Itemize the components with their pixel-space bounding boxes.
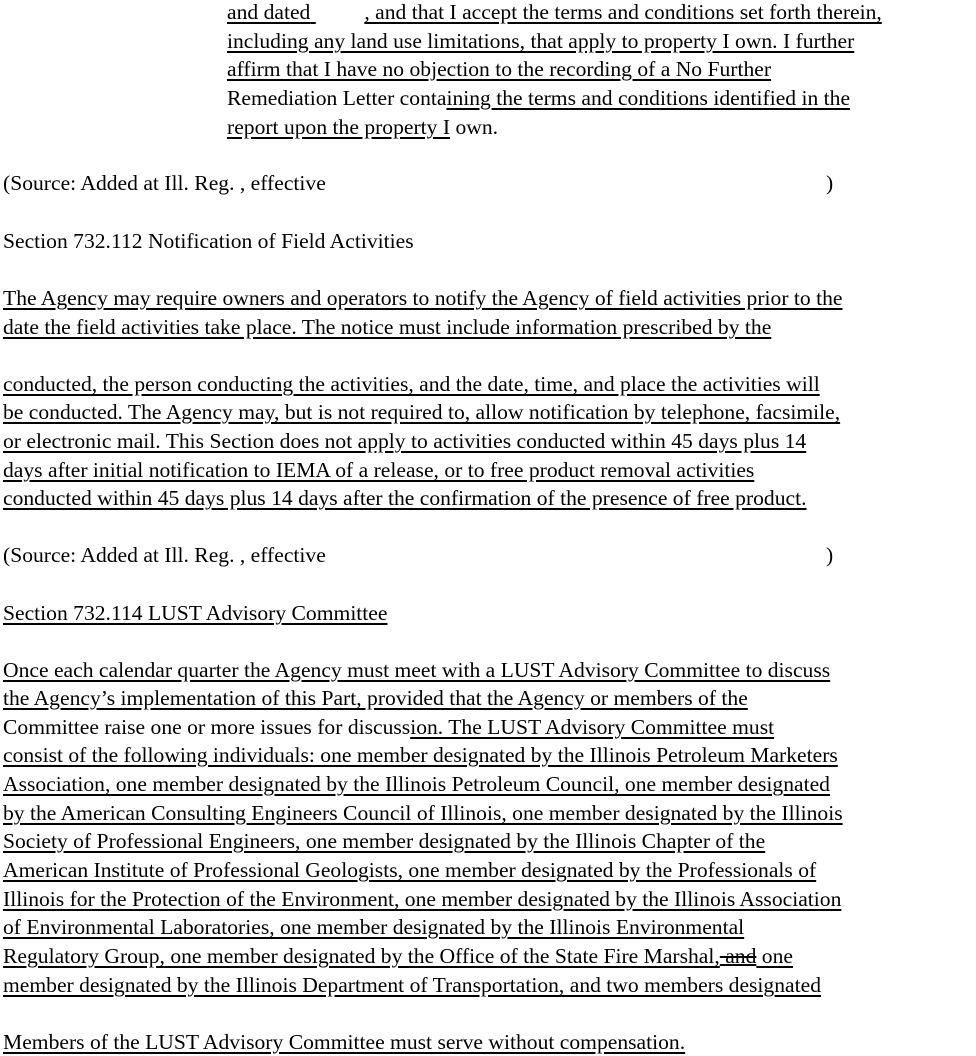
affirmation-text: , and that I accept the terms and conditions set forth therein, xyxy=(364,0,882,24)
section-112-heading: Section 732.112 Notification of Field Activities xyxy=(3,229,414,253)
section-114-line: Association, one member designated by the Illinois Petroleum Council, one member designated xyxy=(3,772,830,796)
section-112-line: conducted within 45 days plus 14 days after the confirmation of the presence of free product. xyxy=(3,486,807,510)
section-114-closing: Members of the LUST Advisory Committee must serve without compensation. xyxy=(3,1030,686,1054)
section-114-line: by the American Consulting Engineers Council of Illinois, one member designated by the Illinois xyxy=(3,801,843,825)
affirmation-line-4 xyxy=(227,88,850,110)
struck-text: and xyxy=(719,944,757,968)
source-close-paren: ) xyxy=(826,543,834,567)
section-114-text: Committee raise one or more issues for discuss xyxy=(3,715,411,739)
section-114-heading: Section 732.114 LUST Advisory Committee xyxy=(3,601,388,625)
affirmation-text: own. xyxy=(450,115,499,139)
affirmation-text: Remediation Letter conta xyxy=(227,86,447,110)
section-114-line: of Environmental Laboratories, one member designated by the Illinois Environmental xyxy=(3,915,745,939)
affirmation-text: report upon the property I xyxy=(227,115,451,139)
date-blank xyxy=(310,2,364,24)
section-114-text: one xyxy=(756,944,793,968)
section-112-line: or electronic mail. This Section does not apply to activities conducted within 45 days plus 14 xyxy=(3,429,807,453)
affirmation-line-1 xyxy=(227,2,882,24)
section-114-line: member designated by the Illinois Department of Transportation, and two members designated xyxy=(3,973,821,997)
affirmation-text: and dated xyxy=(227,0,311,24)
section-114-text: Regulatory Group, one member designated by the Office of the State Fire Marshal, xyxy=(3,944,720,968)
affirmation-text: ining the terms and conditions identified in the xyxy=(446,86,851,110)
affirmation-line-5 xyxy=(227,117,498,139)
affirmation-line-3: affirm that I have no objection to the recording of a No Further xyxy=(227,57,772,81)
section-114-line: consist of the following individuals: one member designated by the Illinois Petroleum Marketers xyxy=(3,743,838,767)
section-114-text: ion. The LUST Advisory Committee must xyxy=(410,715,775,739)
source-note-1 xyxy=(3,173,973,195)
section-112-line: days after initial notification to IEMA of a release, or to free product removal activities xyxy=(3,458,755,482)
section-114-line xyxy=(3,946,793,968)
section-112-line: conducted, the person conducting the activities, and the date, time, and place the activities will xyxy=(3,372,820,396)
section-114-line: Illinois for the Protection of the Environment, one member designated by the Illinois Association xyxy=(3,887,842,911)
affirmation-line-2: including any land use limitations, that apply to property I own. I further xyxy=(227,29,855,53)
section-112-line: date the field activities take place. The notice must include information prescribed by the xyxy=(3,315,772,339)
source-note-text: (Source: Added at Ill. Reg. , effective xyxy=(3,171,326,195)
section-114-line: the Agency’s implementation of this Part, provided that the Agency or members of the xyxy=(3,686,748,710)
section-114-line: American Institute of Professional Geologists, one member designated by the Professionals of xyxy=(3,858,817,882)
source-note-2 xyxy=(3,545,973,567)
source-note-text: (Source: Added at Ill. Reg. , effective xyxy=(3,543,326,567)
section-114-line: Society of Professional Engineers, one member designated by the Illinois Chapter of the xyxy=(3,829,766,853)
section-114-line: Once each calendar quarter the Agency must meet with a LUST Advisory Committee to discuss xyxy=(3,658,831,682)
section-112-line: be conducted. The Agency may, but is not required to, allow notification by telephone, facsimile, xyxy=(3,400,841,424)
section-112-line: The Agency may require owners and operators to notify the Agency of field activities prior to the xyxy=(3,286,843,310)
source-close-paren: ) xyxy=(826,171,834,195)
section-114-line xyxy=(3,717,774,739)
